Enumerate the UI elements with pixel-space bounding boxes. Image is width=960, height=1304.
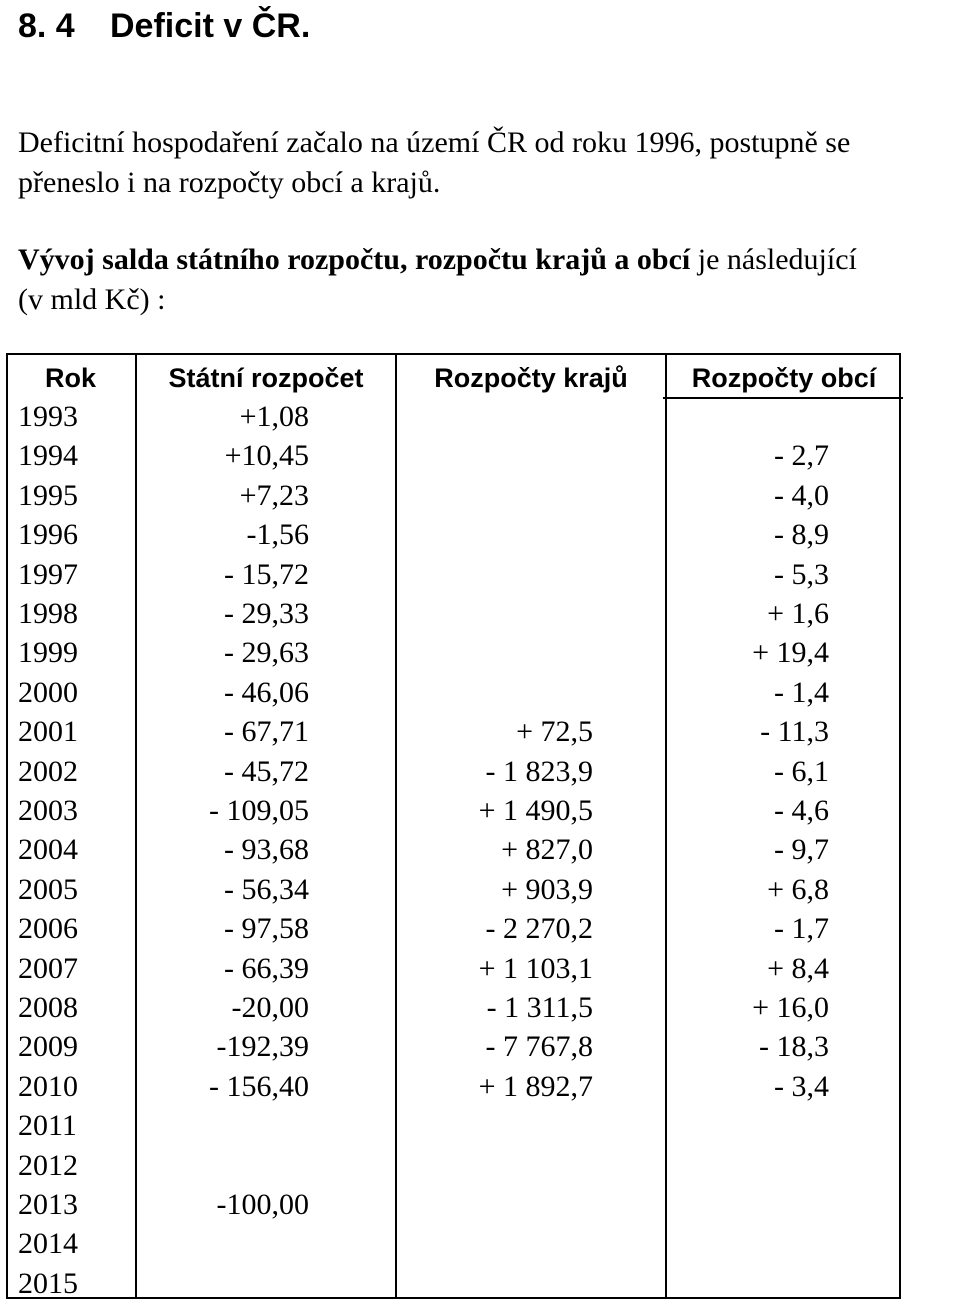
cell-regions: + 1 490,5: [478, 794, 593, 827]
table-row: [8, 870, 903, 909]
section-heading: [18, 2, 310, 50]
cell-state-budget: - 29,33: [224, 597, 309, 630]
cell-year: 1995: [18, 478, 78, 512]
cell-municipalities: - 1,4: [774, 675, 829, 709]
cell-year: 1996: [18, 518, 78, 552]
cell-regions: - 7 767,8: [485, 1030, 593, 1064]
table-row: [8, 1224, 903, 1263]
table-row: [8, 830, 903, 869]
cell-year: 1999: [18, 636, 78, 670]
cell-state-budget: - 156,40: [209, 1069, 309, 1103]
intro-line-1: Deficitní hospodaření začalo na území ČR od roku 1996, postupně se: [18, 126, 851, 159]
cell-year: 2013: [18, 1188, 78, 1221]
cell-regions: + 827,0: [501, 833, 593, 867]
cell-regions: + 903,9: [501, 872, 593, 906]
cell-state-budget: - 46,06: [224, 675, 309, 709]
table-row: [8, 712, 903, 751]
cell-year: 2008: [18, 991, 78, 1024]
cell-state-budget: -192,39: [216, 1030, 309, 1064]
cell-municipalities: [667, 1106, 829, 1145]
cell-state-budget: +10,45: [224, 439, 309, 473]
cell-regions: [397, 436, 593, 475]
table-row: [8, 988, 903, 1027]
table-row: [8, 1146, 903, 1185]
cell-year: 2001: [18, 715, 78, 749]
cell-state-budget: [137, 1264, 309, 1303]
caption-bold-text: Vývoj salda státního rozpočtu, rozpočtu krajů a obcí: [18, 243, 691, 276]
table-row: [8, 949, 903, 988]
table-row: [8, 397, 903, 436]
cell-state-budget: +1,08: [239, 400, 309, 433]
cell-regions: - 1 311,5: [486, 991, 593, 1024]
table-row: [8, 594, 903, 633]
cell-year: 2006: [18, 912, 78, 946]
table-row: [8, 515, 903, 554]
budget-table: [6, 353, 901, 1299]
cell-state-budget: - 45,72: [224, 754, 309, 788]
header-cell-state-budget: Státní rozpočet: [168, 363, 364, 393]
cell-municipalities: + 1,6: [767, 597, 829, 630]
table-row: [8, 1264, 903, 1303]
cell-regions: [397, 1106, 593, 1145]
cell-year: 2005: [18, 872, 78, 906]
table-row: [8, 555, 903, 594]
cell-municipalities: - 6,1: [774, 754, 829, 788]
caption-line-1: [18, 240, 857, 280]
cell-municipalities: - 3,4: [774, 1069, 829, 1103]
cell-regions: [397, 594, 593, 633]
cell-municipalities: - 8,9: [774, 518, 829, 552]
table-caption: [18, 240, 857, 320]
cell-regions: [397, 555, 593, 594]
cell-regions: [397, 1185, 593, 1224]
cell-state-budget: - 97,58: [224, 912, 309, 946]
cell-regions: - 1 823,9: [485, 754, 593, 788]
cell-municipalities: [667, 1185, 829, 1224]
cell-municipalities: - 2,7: [774, 439, 829, 473]
cell-state-budget: -20,00: [231, 991, 309, 1024]
table-row: [8, 436, 903, 475]
header-cell-regions: Rozpočty krajů: [434, 363, 628, 393]
table-row: [8, 1185, 903, 1224]
cell-regions: - 2 270,2: [485, 912, 593, 946]
cell-year: 2014: [18, 1227, 78, 1261]
section-number: 8. 4: [18, 7, 75, 45]
table-header-row: [8, 357, 903, 397]
cell-regions: [397, 1146, 593, 1185]
cell-municipalities: + 19,4: [752, 636, 829, 670]
cell-year: 2009: [18, 1030, 78, 1064]
cell-year: 2004: [18, 833, 78, 867]
cell-year: 2012: [18, 1148, 78, 1182]
cell-state-budget: - 93,68: [224, 833, 309, 867]
cell-regions: [397, 397, 593, 436]
cell-municipalities: [667, 397, 829, 436]
header-cell-municipalities: Rozpočty obcí: [691, 363, 877, 393]
table-row: [8, 476, 903, 515]
cell-year: 1993: [18, 400, 78, 433]
cell-municipalities: - 5,3: [774, 557, 829, 591]
cell-municipalities: [667, 1224, 829, 1263]
intro-paragraph: [18, 123, 850, 203]
cell-municipalities: + 16,0: [752, 991, 829, 1024]
cell-state-budget: [137, 1224, 309, 1263]
cell-state-budget: -1,56: [246, 518, 309, 552]
table-row: [8, 1027, 903, 1066]
cell-state-budget: - 56,34: [224, 872, 309, 906]
cell-state-budget: -100,00: [216, 1188, 309, 1221]
cell-year: 1994: [18, 439, 78, 473]
cell-year: 2015: [18, 1266, 78, 1300]
cell-year: 2000: [18, 675, 78, 709]
table-row: [8, 633, 903, 672]
cell-state-budget: - 15,72: [224, 557, 309, 591]
cell-municipalities: - 1,7: [774, 912, 829, 946]
caption-rest-text: je následující: [690, 243, 857, 276]
cell-year: 2007: [18, 951, 78, 985]
cell-year: 1997: [18, 557, 78, 591]
cell-municipalities: - 18,3: [759, 1030, 829, 1064]
cell-municipalities: [667, 1146, 829, 1185]
header-cell-year: Rok: [44, 363, 96, 393]
cell-year: 1998: [18, 597, 78, 630]
cell-municipalities: - 11,3: [760, 715, 829, 749]
table-row: [8, 1106, 903, 1145]
table-row: [8, 1067, 903, 1106]
cell-year: 2003: [18, 794, 78, 827]
intro-line-2: přeneslo i na rozpočty obcí a krajů.: [18, 166, 441, 199]
cell-state-budget: +7,23: [239, 478, 309, 512]
cell-year: 2002: [18, 754, 78, 788]
cell-state-budget: - 67,71: [224, 715, 309, 749]
caption-line-2: (v mld Kč) :: [18, 283, 166, 316]
cell-state-budget: - 66,39: [224, 951, 309, 985]
cell-state-budget: [137, 1146, 309, 1185]
cell-regions: [397, 1264, 593, 1303]
cell-state-budget: - 109,05: [209, 794, 309, 827]
cell-regions: [397, 633, 593, 672]
cell-regions: + 72,5: [516, 715, 593, 749]
table-row: [8, 752, 903, 791]
table-row: [8, 673, 903, 712]
cell-regions: [397, 1224, 593, 1263]
cell-regions: [397, 673, 593, 712]
cell-year: 2010: [18, 1069, 78, 1103]
cell-municipalities: - 9,7: [774, 833, 829, 867]
table-row: [8, 791, 903, 830]
cell-municipalities: + 8,4: [767, 951, 829, 985]
cell-regions: + 1 892,7: [478, 1069, 593, 1103]
cell-municipalities: + 6,8: [767, 872, 829, 906]
cell-regions: [397, 476, 593, 515]
section-title: Deficit v ČR.: [110, 7, 311, 45]
table-row: [8, 909, 903, 948]
cell-regions: [397, 515, 593, 554]
cell-municipalities: - 4,0: [774, 478, 829, 512]
cell-regions: + 1 103,1: [478, 951, 593, 985]
cell-state-budget: - 29,63: [224, 636, 309, 670]
cell-municipalities: [667, 1264, 829, 1303]
cell-state-budget: [137, 1106, 309, 1145]
cell-municipalities: - 4,6: [774, 794, 829, 827]
cell-year: 2011: [18, 1109, 77, 1143]
